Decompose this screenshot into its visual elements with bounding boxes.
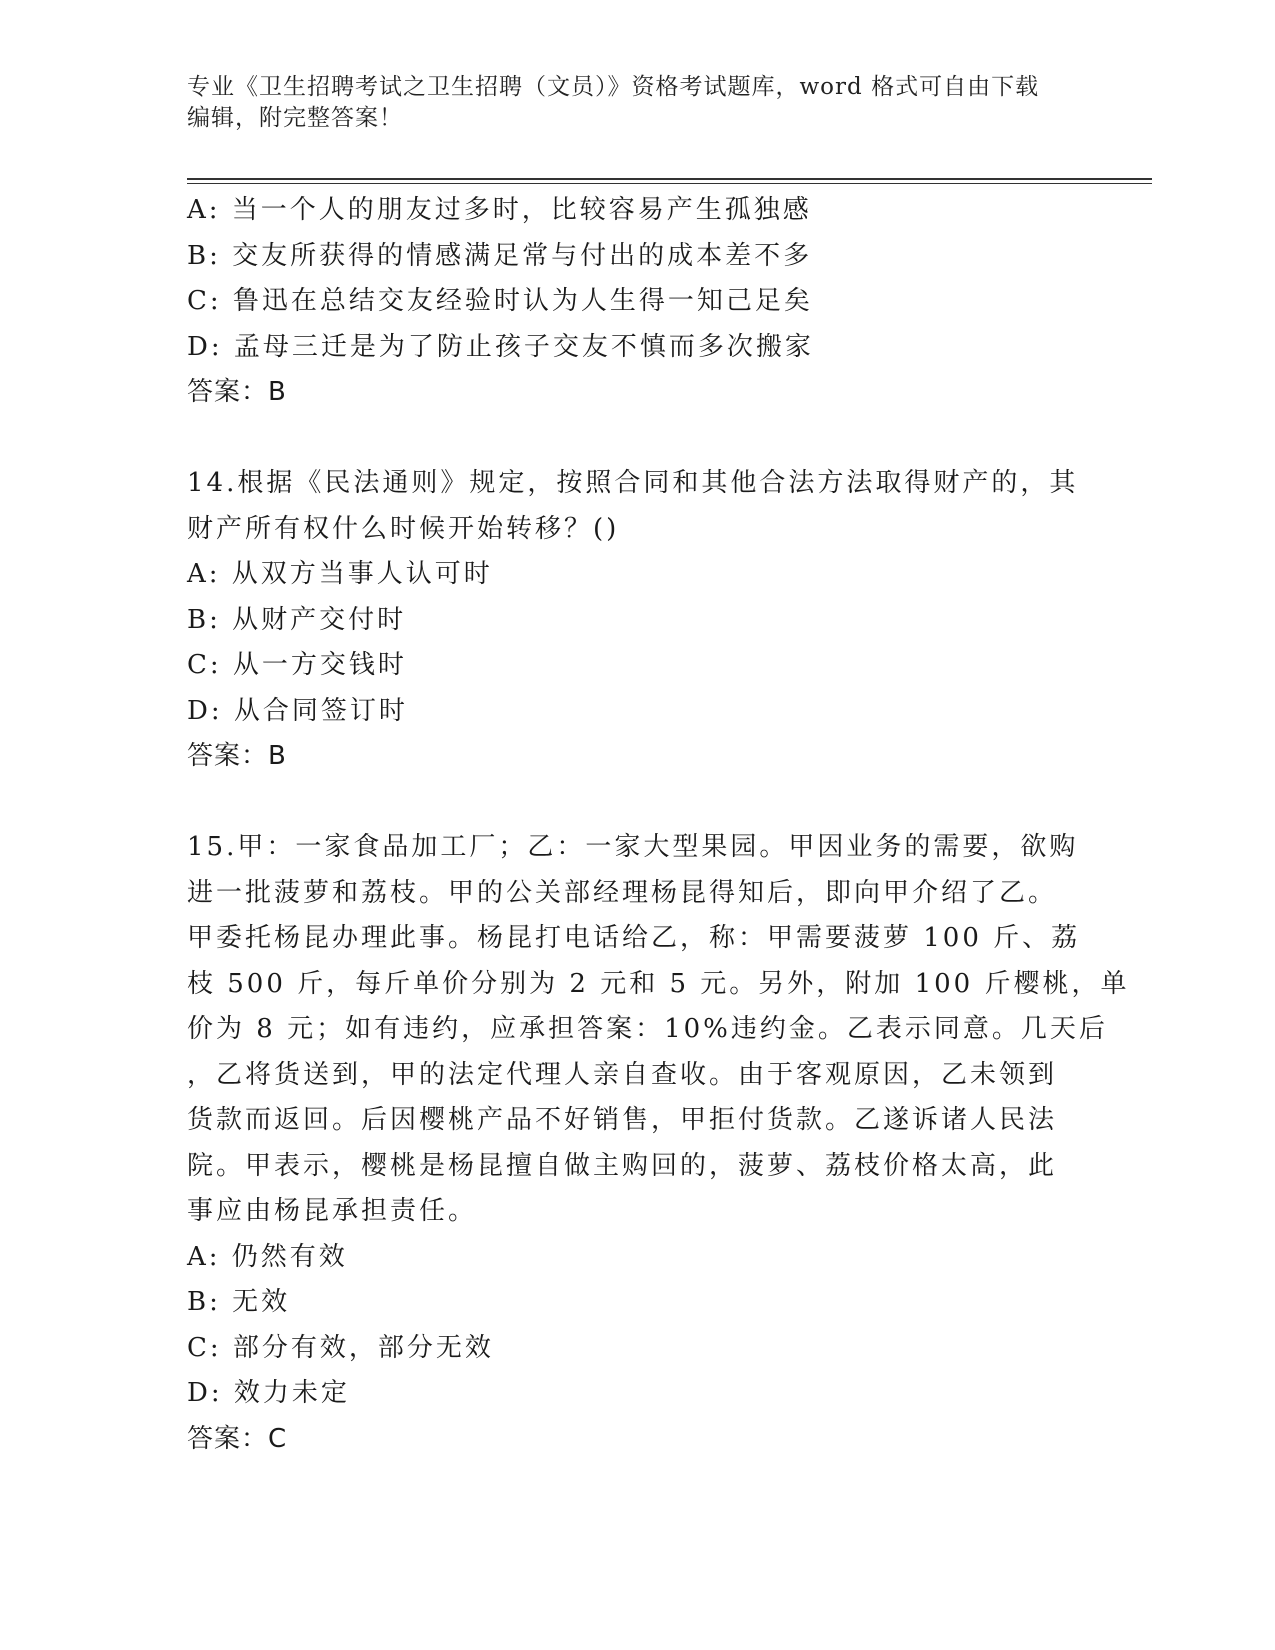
q14-answer: 答案：B — [187, 741, 287, 771]
header-line-1: 专业《卫生招聘考试之卫生招聘（文员）》资格考试题库，word 格式可自由下载 — [187, 74, 1040, 100]
header-divider-thin — [187, 183, 1152, 184]
question-15 — [187, 825, 1130, 1462]
q13-option-d: D: 孟母三迁是为了防止孩子交友不慎而多次搬家 — [187, 331, 814, 362]
q15-stem-line-5: 价为 8 元；如有违约，应承担答案：10%违约金。乙表示同意。几天后 — [187, 1014, 1108, 1044]
q15-option-b: B: 无效 — [187, 1287, 291, 1317]
document-header — [187, 72, 1087, 134]
spacer — [187, 780, 1087, 826]
q14-option-a: A: 从双方当事人认可时 — [187, 559, 493, 589]
q14-stem-line-2: 财产所有权什么时候开始转移？() — [187, 513, 620, 544]
document-body — [187, 188, 1130, 1462]
q14-option-b: B: 从财产交付时 — [187, 604, 407, 635]
question-13 — [187, 188, 1087, 416]
spacer — [187, 416, 1087, 462]
q15-option-d: D: 效力未定 — [187, 1378, 350, 1408]
q15-stem-line-8: 院。甲表示，樱桃是杨昆擅自做主购回的，菠萝、荔枝价格太高，此 — [187, 1150, 1058, 1181]
q15-stem-line-3: 甲委托杨昆办理此事。杨昆打电话给乙，称：甲需要菠萝 100 斤、荔 — [187, 923, 1081, 953]
q15-stem-line-1: 15.甲：一家食品加工厂；乙：一家大型果园。甲因业务的需要，欲购 — [187, 832, 1079, 862]
q13-answer: 答案：B — [187, 377, 287, 407]
q13-option-c: C: 鲁迅在总结交友经验时认为人生得一知己足矣 — [187, 286, 813, 316]
q13-option-b: B: 交友所获得的情感满足常与付出的成本差不多 — [187, 240, 813, 271]
q15-stem-line-4: 枝 500 斤，每斤单价分别为 2 元和 5 元。另外，附加 100 斤樱桃，单 — [187, 968, 1130, 999]
q14-stem-line-1: 14.根据《民法通则》规定，按照合同和其他合法方法取得财产的，其 — [187, 468, 1079, 498]
q15-answer: 答案：C — [187, 1423, 288, 1454]
question-14 — [187, 461, 1087, 780]
q13-option-a: A: 当一个人的朋友过多时，比较容易产生孤独感 — [187, 195, 812, 225]
q15-stem-line-6: ，乙将货送到，甲的法定代理人亲自查收。由于客观原因，乙未领到 — [187, 1059, 1058, 1090]
q15-option-a: A: 仍然有效 — [187, 1241, 348, 1272]
q15-stem-line-9: 事应由杨昆承担责任。 — [187, 1196, 478, 1226]
q15-stem-line-7: 货款而返回。后因樱桃产品不好销售，甲拒付货款。乙遂诉诸人民法 — [187, 1105, 1058, 1135]
q15-option-c: C: 部分有效，部分无效 — [187, 1332, 494, 1363]
header-line-2: 编辑，附完整答案！ — [187, 105, 403, 131]
header-divider-thick — [187, 178, 1152, 180]
q14-option-d: D: 从合同签订时 — [187, 695, 408, 726]
q14-option-c: C: 从一方交钱时 — [187, 650, 407, 680]
q15-stem-line-2: 进一批菠萝和荔枝。甲的公关部经理杨昆得知后，即向甲介绍了乙。 — [187, 877, 1058, 908]
